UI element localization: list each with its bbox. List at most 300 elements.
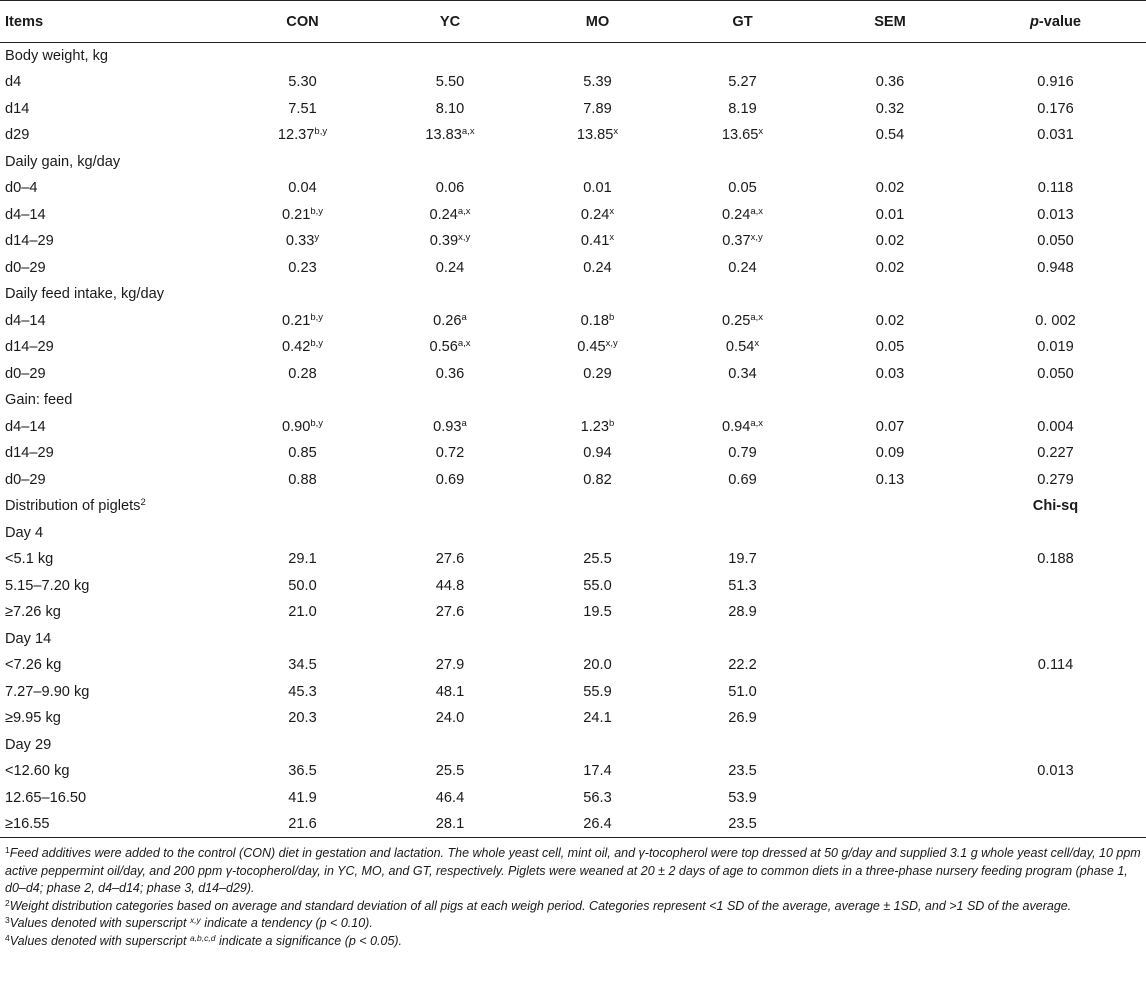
cell-sem [815,202,965,229]
cell-value: 0.36 [435,365,465,382]
cell-superscript: x [613,126,619,138]
cell-value: 0.031 [1037,127,1074,144]
cell-p [965,573,1146,600]
cell-yc [375,387,525,414]
cell-p [965,652,1146,679]
cell-yc [375,334,525,361]
footnote-1 [5,845,1141,898]
cell-yc [375,308,525,335]
cell-mo [525,69,670,96]
cell-sem [815,679,965,706]
row-label-text: <5.1 kg [5,551,54,568]
cell-gt [670,414,815,441]
cell-value: 0.69 [435,471,465,488]
cell-value: 24.1 [583,710,612,727]
cell-value: 0.34 [728,365,757,382]
cell-con [230,599,375,626]
cell-p [965,228,1146,255]
cell-value: 0.004 [1037,418,1074,435]
cell-value: 0.28 [288,365,317,382]
cell-mo [525,440,670,467]
cell-value: 46.4 [435,789,465,806]
cell-value: 0.188 [1037,551,1074,568]
cell-p [965,467,1146,494]
cell-p [965,679,1146,706]
header-mo: MO [525,1,670,43]
cell-value: 7.51 [288,100,317,117]
row-label-text: Day 14 [5,630,52,647]
cell-mo [525,573,670,600]
header-con: CON [230,1,375,43]
cell-value: 26.4 [583,816,612,832]
cell-superscript: x,y [605,338,618,350]
row-label-text: 7.27–9.90 kg [5,683,90,700]
cell-sem [815,758,965,785]
cell-value: 19.5 [583,604,612,621]
row-label-text: d4–14 [5,418,46,435]
cell-value: Chi-sq [1032,498,1079,515]
cell-mo [525,149,670,176]
table-row [0,69,1146,96]
table-row [0,785,1146,812]
cell-gt [670,626,815,653]
section-row [0,149,1146,176]
row-label-text: d14 [5,100,30,117]
cell-gt [670,202,815,229]
cell-con [230,520,375,547]
cell-value: 0.04 [288,180,317,197]
cell-con [230,149,375,176]
table-row [0,705,1146,732]
cell-superscript: a,x [750,417,764,429]
cell-gt [670,281,815,308]
cell-gt [670,96,815,123]
cell-value: 19.7 [728,551,757,568]
cell-value: 5.27 [728,74,757,91]
cell-mo [525,361,670,388]
cell-value: 53.9 [728,789,757,806]
row-label-text: Day 4 [5,524,44,541]
cell-mo [525,414,670,441]
cell-yc [375,281,525,308]
cell-yc [375,732,525,759]
cell-value: 5.50 [435,74,465,91]
header-items: Items [0,1,230,43]
cell-value: 55.0 [583,577,612,594]
cell-mo [525,387,670,414]
cell-con [230,175,375,202]
row-label-text: d0–29 [5,259,46,276]
cell-mo [525,493,670,520]
cell-value: 0.01 [875,206,905,223]
cell-value: 0.013 [1037,206,1074,223]
cell-con [230,334,375,361]
cell-con [230,202,375,229]
cell-gt [670,149,815,176]
cell-value: 1.23 [580,418,610,435]
section-label [0,43,230,70]
footnote-mark: 1 [5,845,10,855]
cell-p [965,149,1146,176]
cell-value: 0.05 [875,339,905,356]
table-row [0,679,1146,706]
cell-p [965,175,1146,202]
cell-value: 0.019 [1037,339,1074,356]
row-label-text: Daily feed intake, kg/day [5,286,164,303]
cell-gt [670,546,815,573]
cell-gt [670,361,815,388]
cell-value: 0.06 [435,180,465,197]
cell-sem [815,546,965,573]
footnote-text: Feed additives were added to the control (CON) diet in gestation and lactation. The whole yeast cell, mint oil, and γ-tocopherol were top dressed at 50 g/day and supplied 3.1 g whole yeast cell/day, 10 ppm active peppermint oil/day, and 200 ppm γ-tocopherol/day, in YC, MO, and GT, respectively. Piglets were weaned at 20 ± 2 days of age to common diets in a three-phase nursery feeding program (phase 1, d0–d4; phase 2, d4–d14; phase 3, d14–d29). [5,846,1141,896]
row-label [0,573,230,600]
cell-p [965,811,1146,838]
cell-value: 27.6 [435,551,465,568]
cell-value: 0.82 [583,471,612,488]
cell-mo [525,758,670,785]
cell-yc [375,96,525,123]
cell-p [965,69,1146,96]
row-label-text: d0–29 [5,471,46,488]
cell-p [965,785,1146,812]
row-label-text: d4 [5,74,22,91]
footnote-marker: 2 [140,497,146,509]
cell-p [965,202,1146,229]
row-label-text: <7.26 kg [5,657,62,674]
cell-value: 0.02 [875,259,905,276]
row-label-text: d4–14 [5,206,46,223]
header-pvalue-rest: -value [1038,13,1082,30]
row-label [0,202,230,229]
cell-value: 0.23 [288,259,317,276]
cell-value: 41.9 [288,789,317,806]
cell-yc [375,599,525,626]
row-label-text: d14–29 [5,445,54,462]
cell-con [230,732,375,759]
footnote-text-after: indicate a tendency (p < 0.10). [200,916,373,931]
cell-yc [375,361,525,388]
cell-con [230,281,375,308]
cell-value: 7.89 [583,100,612,117]
cell-con [230,43,375,70]
cell-yc [375,520,525,547]
cell-p [965,96,1146,123]
row-label-text: d0–4 [5,180,38,197]
row-label [0,679,230,706]
cell-sem [815,520,965,547]
cell-yc [375,758,525,785]
cell-p [965,705,1146,732]
cell-value: 0.90 [281,418,311,435]
cell-mo [525,811,670,838]
row-label-text: ≥16.55 [5,816,50,832]
row-label-text: d4–14 [5,312,46,329]
cell-value: 0.79 [728,445,757,462]
cell-gt [670,122,815,149]
cell-gt [670,679,815,706]
cell-value: 0.03 [875,365,905,382]
cell-value: 0.050 [1037,233,1074,250]
cell-con [230,69,375,96]
cell-value: 5.30 [288,74,317,91]
cell-value: 28.9 [728,604,757,621]
cell-value: 0.45 [577,339,606,356]
cell-value: 23.5 [728,816,757,832]
footnote-3 [5,915,1141,933]
cell-con [230,361,375,388]
cell-value: 0.13 [875,471,905,488]
cell-superscript: b [609,311,615,323]
cell-value: 0.72 [435,445,465,462]
footnote-superscript: a,b,c,d [189,932,216,943]
cell-yc [375,811,525,838]
cell-con [230,96,375,123]
cell-value: 0.24 [435,259,465,276]
footnote-mark: 3 [5,915,10,926]
cell-mo [525,96,670,123]
cell-gt [670,175,815,202]
cell-superscript: a [461,311,467,323]
cell-mo [525,202,670,229]
section-label [0,520,230,547]
cell-yc [375,122,525,149]
cell-p [965,414,1146,441]
cell-superscript: a,x [750,311,764,323]
row-label [0,334,230,361]
cell-mo [525,705,670,732]
cell-value: 51.3 [728,577,757,594]
cell-gt [670,732,815,759]
cell-con [230,705,375,732]
cell-p [965,334,1146,361]
cell-value: 23.5 [728,763,757,780]
section-row [0,520,1146,547]
table-row [0,546,1146,573]
cell-yc [375,652,525,679]
cell-value: 0.24 [583,259,612,276]
cell-sem [815,361,965,388]
cell-value: 27.9 [435,657,465,674]
section-row [0,43,1146,70]
cell-con [230,573,375,600]
cell-p [965,387,1146,414]
cell-value: 21.6 [288,816,317,832]
cell-value: 0.93 [433,418,462,435]
cell-yc [375,546,525,573]
row-label-text: Day 29 [5,736,52,753]
cell-con [230,414,375,441]
footnote-mark: 4 [5,932,10,943]
cell-value: 0.118 [1037,180,1074,197]
cell-mo [525,467,670,494]
cell-value: 26.9 [728,710,757,727]
cell-gt [670,228,815,255]
cell-sem [815,228,965,255]
cell-gt [670,652,815,679]
cell-gt [670,255,815,282]
cell-yc [375,440,525,467]
cell-gt [670,573,815,600]
section-label [0,149,230,176]
cell-value: 12.37 [277,127,315,144]
row-label-text: d0–29 [5,365,46,382]
cell-con [230,440,375,467]
header-row [0,1,1146,43]
cell-mo [525,334,670,361]
cell-sem [815,414,965,441]
cell-yc [375,785,525,812]
cell-yc [375,705,525,732]
cell-value: 0.32 [875,100,905,117]
cell-mo [525,228,670,255]
cell-con [230,758,375,785]
cell-mo [525,785,670,812]
cell-value: 8.19 [728,100,757,117]
cell-yc [375,43,525,70]
cell-gt [670,785,815,812]
cell-mo [525,652,670,679]
cell-sem [815,149,965,176]
cell-con [230,652,375,679]
cell-con [230,546,375,573]
cell-mo [525,43,670,70]
table-row [0,228,1146,255]
cell-value: 0.02 [875,233,905,250]
cell-mo [525,599,670,626]
cell-superscript: b,y [310,417,324,429]
row-label [0,308,230,335]
footnote-mark: 2 [5,897,10,908]
cell-superscript: b,y [310,338,324,350]
cell-sem [815,573,965,600]
cell-value: 0.07 [875,418,905,435]
table-body [0,43,1146,838]
cell-superscript: a [461,417,467,429]
cell-mo [525,122,670,149]
table-row [0,96,1146,123]
cell-value: 21.0 [288,604,317,621]
cell-value: 0.050 [1037,365,1074,382]
cell-value: 0.54 [725,339,755,356]
cell-value: 0.176 [1037,100,1074,117]
cell-yc [375,228,525,255]
cell-value: 0.21 [281,312,311,329]
cell-value: 44.8 [435,577,465,594]
cell-sem [815,43,965,70]
cell-sem [815,281,965,308]
cell-value: 0.02 [875,312,905,329]
cell-value: 0.09 [875,445,905,462]
cell-superscript: x [758,126,764,138]
row-label-text: Daily gain, kg/day [5,153,121,170]
row-label-text: d29 [5,127,30,144]
header-sem: SEM [815,1,965,43]
cell-superscript: b,y [310,205,324,217]
cell-con [230,122,375,149]
cell-mo [525,679,670,706]
cell-p [965,43,1146,70]
cell-yc [375,414,525,441]
cell-value: 0.88 [288,471,317,488]
cell-sem [815,626,965,653]
cell-value: 0.26 [433,312,462,329]
cell-gt [670,69,815,96]
cell-sem [815,785,965,812]
cell-value: 0.42 [281,339,311,356]
cell-superscript: b [609,417,615,429]
cell-value: 20.3 [288,710,317,727]
footnote-2 [5,898,1141,916]
row-label [0,811,230,838]
cell-value: 0.24 [728,259,757,276]
row-label-text: 12.65–16.50 [5,789,87,806]
cell-superscript: x [609,205,615,217]
row-label [0,69,230,96]
cell-mo [525,546,670,573]
cell-value: 8.10 [435,100,465,117]
row-label-text: <12.60 kg [5,763,70,780]
row-label [0,440,230,467]
cell-gt [670,440,815,467]
table-row [0,652,1146,679]
cell-value: 27.6 [435,604,465,621]
section-label [0,493,230,520]
table-row [0,758,1146,785]
cell-value: 0.24 [721,206,751,223]
cell-value: 28.1 [435,816,465,832]
cell-gt [670,758,815,785]
cell-p [965,281,1146,308]
footnote-text: Weight distribution categories based on average and standard deviation of all pigs at each weigh period. Categories represent <1 SD of the average, average ± 1SD, and >1 SD of the average. [9,898,1072,913]
cell-value: 0.54 [875,127,905,144]
cell-gt [670,387,815,414]
cell-value: 0.948 [1037,259,1074,276]
cell-p [965,361,1146,388]
cell-superscript: x [754,338,760,350]
cell-value: 0.85 [288,445,317,462]
cell-value: 0.01 [583,180,612,197]
cell-gt [670,705,815,732]
cell-value: 0.29 [583,365,612,382]
cell-mo [525,281,670,308]
cell-yc [375,255,525,282]
cell-value: 0.114 [1037,657,1074,674]
row-label [0,705,230,732]
cell-gt [670,334,815,361]
cell-gt [670,493,815,520]
cell-value: 45.3 [288,683,317,700]
header-pvalue-italic: p [1029,13,1039,30]
row-label [0,175,230,202]
cell-con [230,493,375,520]
cell-value: 0.94 [583,445,612,462]
cell-p [965,546,1146,573]
row-label [0,361,230,388]
cell-value: 0.24 [429,206,458,223]
header-gt: GT [670,1,815,43]
cell-superscript: b,y [310,311,324,323]
table-row [0,202,1146,229]
row-label [0,467,230,494]
cell-value: 0.39 [429,233,459,250]
cell-sem [815,705,965,732]
row-label [0,122,230,149]
cell-p [965,626,1146,653]
cell-yc [375,626,525,653]
cell-value: 0.24 [580,206,610,223]
table-row [0,308,1146,335]
row-label [0,599,230,626]
